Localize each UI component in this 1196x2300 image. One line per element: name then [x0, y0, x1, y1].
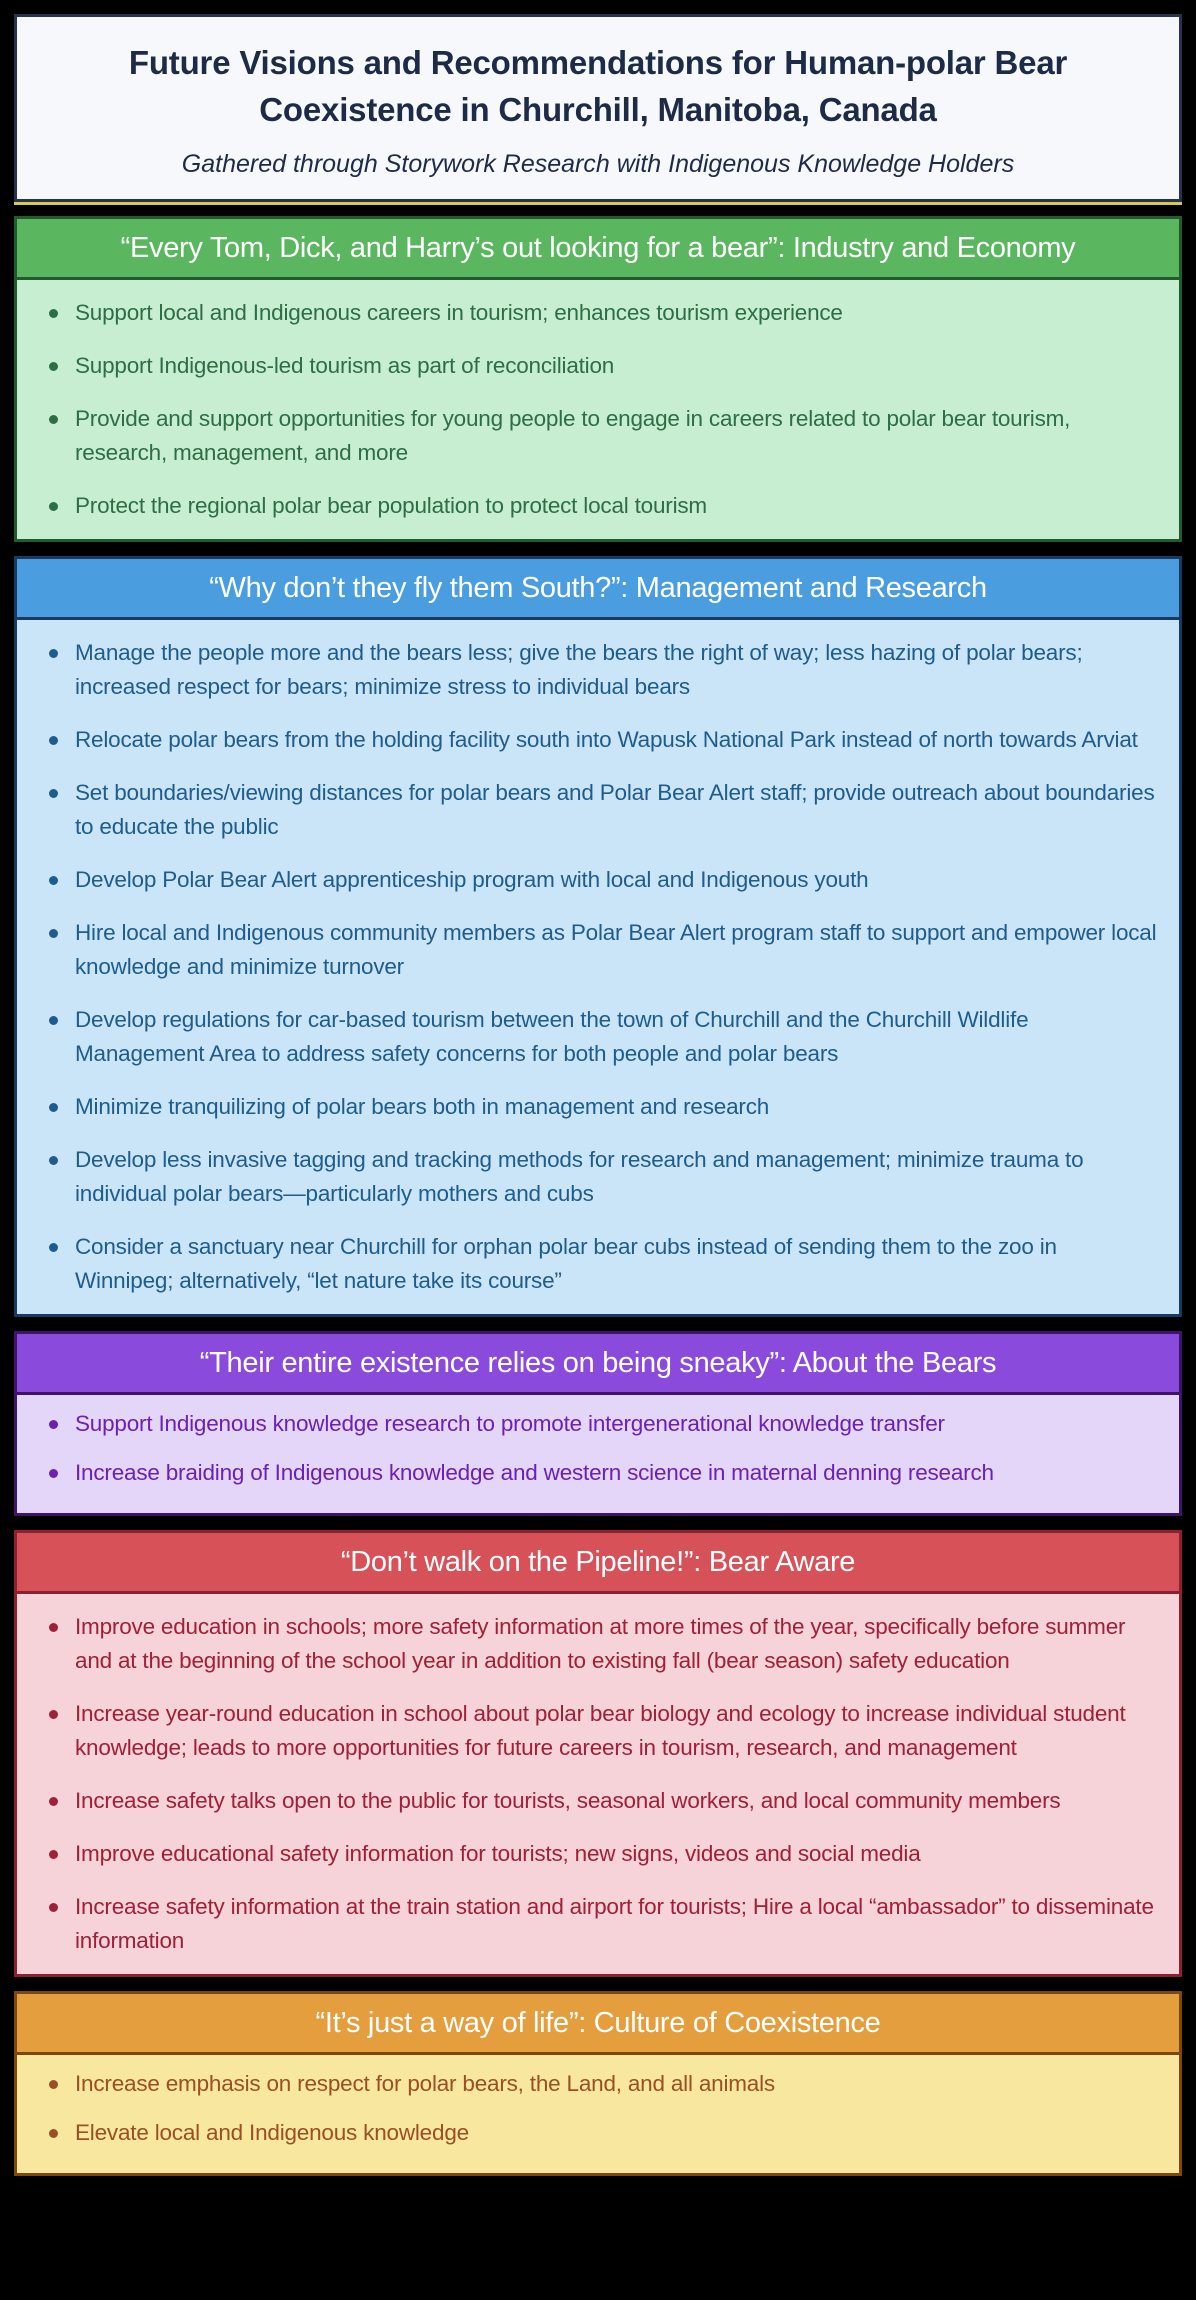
bullet-item: Develop less invasive tagging and tracking methods for research and management; minimize trauma to individual polar bears—particularly mothers and cubs — [75, 1143, 1157, 1211]
section-header-culture-of-coexistence — [17, 1994, 1179, 2055]
section-bullet-list — [17, 620, 1179, 1314]
section-title: “Don’t walk on the Pipeline!”: Bear Aware — [340, 1545, 856, 1578]
bullet-item: Increase year-round education in school about polar bear biology and ecology to increase individual student knowledge; leads to more opportunities for future careers in tourism, research, and management — [75, 1697, 1157, 1765]
section-header-industry-economy — [17, 219, 1179, 280]
bullet-item: Develop Polar Bear Alert apprenticeship program with local and Indigenous youth — [75, 863, 1157, 897]
section-management-research — [14, 556, 1182, 1317]
bullet-item: Consider a sanctuary near Churchill for orphan polar bear cubs instead of sending them to the zoo in Winnipeg; alternatively, “let nature take its course” — [75, 1230, 1157, 1298]
title-card — [14, 14, 1182, 202]
section-header-bear-aware — [17, 1533, 1179, 1594]
section-about-the-bears — [14, 1331, 1182, 1516]
page-title: Future Visions and Recommendations for Human-polar Bear Coexistence in Churchill, Manitoba, Canada — [128, 44, 1068, 128]
section-industry-economy — [14, 216, 1182, 542]
bullet-item: Increase safety talks open to the public for tourists, seasonal workers, and local community members — [75, 1784, 1157, 1818]
page-subtitle: Gathered through Storywork Research with Indigenous Knowledge Holders — [181, 150, 1015, 178]
section-bullet-list — [17, 280, 1179, 539]
bullet-item: Support Indigenous knowledge research to promote intergenerational knowledge transfer — [75, 1407, 1157, 1441]
bullet-item: Set boundaries/viewing distances for polar bears and Polar Bear Alert staff; provide outreach about boundaries to educate the public — [75, 776, 1157, 844]
bullet-item: Improve education in schools; more safety information at more times of the year, specifically before summer and at the beginning of the school year in addition to existing fall (bear season) safety education — [75, 1610, 1157, 1678]
bullet-item: Increase safety information at the train station and airport for tourists; Hire a local “ambassador” to disseminate information — [75, 1890, 1157, 1958]
section-title: “Their entire existence relies on being sneaky”: About the Bears — [199, 1346, 997, 1379]
bullet-item: Increase braiding of Indigenous knowledge and western science in maternal denning research — [75, 1456, 1157, 1490]
bullet-item: Hire local and Indigenous community members as Polar Bear Alert program staff to support and empower local knowledge and minimize turnover — [75, 916, 1157, 984]
bullet-item: Support Indigenous-led tourism as part of reconciliation — [75, 349, 1157, 383]
section-culture-of-coexistence — [14, 1991, 1182, 2176]
section-bullet-list — [17, 1594, 1179, 1974]
bullet-item: Improve educational safety information for tourists; new signs, videos and social media — [75, 1837, 1157, 1871]
bullet-item: Support local and Indigenous careers in tourism; enhances tourism experience — [75, 296, 1157, 330]
bullet-item: Elevate local and Indigenous knowledge — [75, 2116, 1157, 2150]
bullet-item: Increase emphasis on respect for polar bears, the Land, and all animals — [75, 2067, 1157, 2101]
section-title: “It’s just a way of life”: Culture of Coexistence — [315, 2006, 881, 2039]
section-title: “Every Tom, Dick, and Harry’s out looking for a bear”: Industry and Economy — [120, 231, 1076, 264]
bullet-item: Manage the people more and the bears less; give the bears the right of way; less hazing of polar bears; increased respect for bears; minimize stress to individual bears — [75, 636, 1157, 704]
section-bullet-list — [17, 2055, 1179, 2173]
section-header-about-the-bears — [17, 1334, 1179, 1395]
section-bullet-list — [17, 1395, 1179, 1513]
bullet-item: Provide and support opportunities for young people to engage in careers related to polar bear tourism, research, management, and more — [75, 402, 1157, 470]
section-bear-aware — [14, 1530, 1182, 1977]
section-title: “Why don’t they fly them South?”: Management and Research — [209, 571, 987, 604]
bullet-item: Protect the regional polar bear population to protect local tourism — [75, 489, 1157, 523]
section-header-management-research — [17, 559, 1179, 620]
bullet-item: Relocate polar bears from the holding facility south into Wapusk National Park instead of north towards Arviat — [75, 723, 1157, 757]
bullet-item: Develop regulations for car-based tourism between the town of Churchill and the Churchill Wildlife Management Area to address safety concerns for both people and polar bears — [75, 1003, 1157, 1071]
bullet-item: Minimize tranquilizing of polar bears both in management and research — [75, 1090, 1157, 1124]
